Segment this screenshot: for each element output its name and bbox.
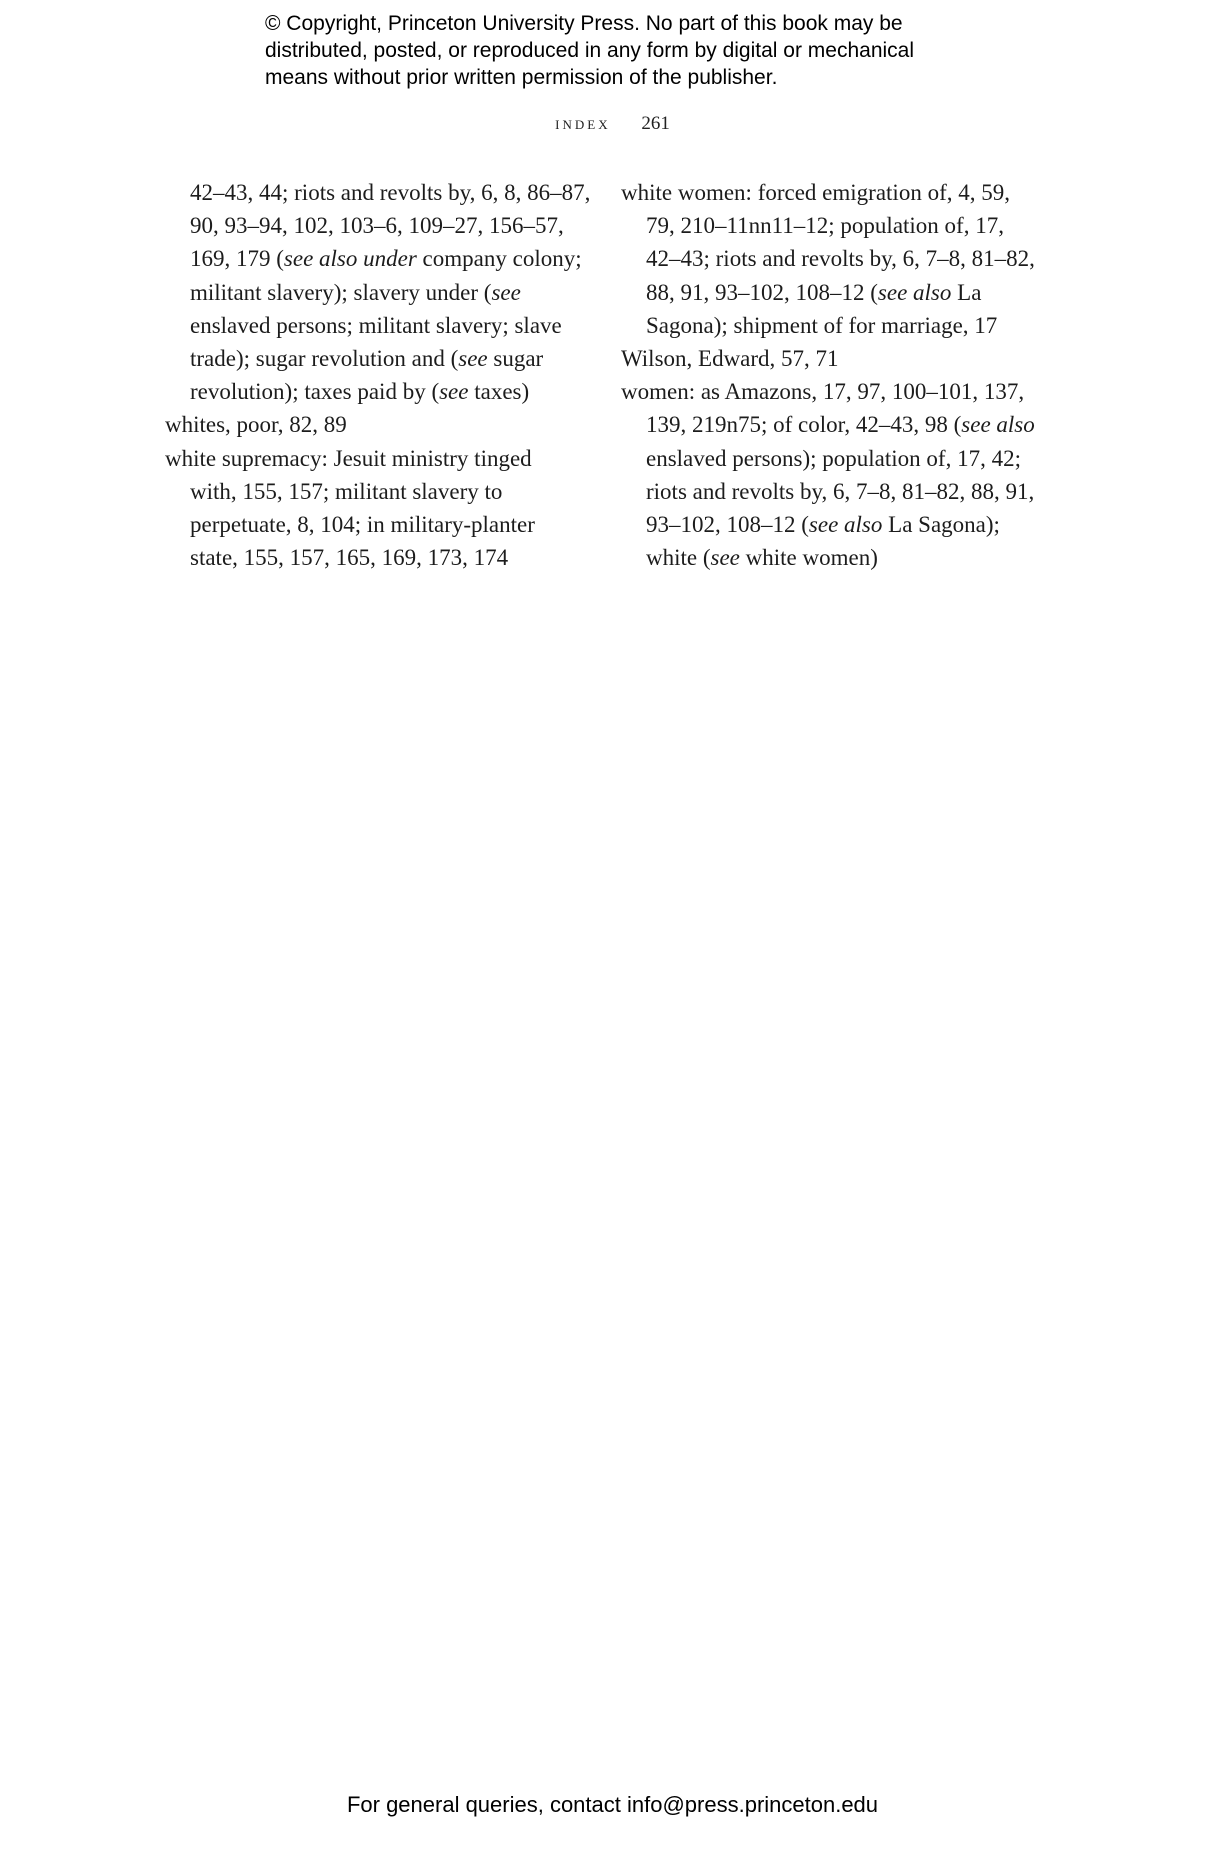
index-text: with, 155, 157; militant slavery to [190,478,503,504]
copyright-line: means without prior written permission of the publisher. [265,66,778,89]
index-column-right [621,176,1041,574]
copyright-line: © Copyright, Princeton University Press. No part of this book may be [265,12,903,35]
index-line [621,375,1041,408]
copyright-notice [265,10,1025,91]
index-text: 139, 219n75; of color, 42–43, 98 ( [646,412,962,438]
index-line [621,475,1041,508]
index-text: white ( [646,545,711,571]
index-text: sugar [487,346,544,372]
index-text: 93–102, 108–12 ( [646,512,809,538]
index-line [621,309,1041,342]
index-text: enslaved persons; militant slavery; slave [190,312,562,338]
index-cross-reference: see [458,346,488,372]
index-line [165,176,591,209]
index-text: 42–43; riots and revolts by, 6, 7–8, 81–82, [646,246,1035,272]
index-line [621,276,1041,309]
index-text: Sagona); shipment of for marriage, 17 [646,312,998,338]
index-text: La [951,279,982,305]
index-cross-reference: see also under [283,246,417,272]
running-head-title: index [555,113,611,134]
index-line [165,342,585,375]
index-line [621,442,1041,475]
index-text: whites, poor, 82, 89 [165,412,347,438]
index-line [165,541,585,574]
running-head [0,113,1225,135]
index-text: perpetuate, 8, 104; in military-planter [190,512,535,538]
index-text: taxes) [468,379,530,405]
index-text: white women: forced emigration of, 4, 59, [621,180,1010,205]
index-text: 90, 93–94, 102, 103–6, 109–27, 156–57, [190,213,564,239]
index-text: revolution); taxes paid by ( [190,379,440,405]
index-text: La Sagona); [882,512,1000,538]
index-cross-reference: see also [961,412,1035,438]
index-cross-reference: see also [877,279,952,305]
index-text: trade); sugar revolution and ( [190,346,459,372]
footer-contact: For general queries, contact info@press.princeton.edu [346,1792,879,1817]
index-text: Wilson, Edward, 57, 71 [621,346,839,372]
index-line [165,242,585,275]
index-text: 42–43, 44; riots and revolts by, 6, 8, 86–87, [190,180,591,205]
index-line [621,508,1041,541]
index-line [165,475,585,508]
index-line [165,508,585,541]
index-cross-reference: see [710,545,740,571]
index-text: state, 155, 157, 165, 169, 173, 174 [190,545,509,571]
index-line [621,541,1041,574]
index-text: white women) [739,545,878,571]
index-text: company colony; [416,246,582,272]
index-cross-reference: see [491,279,521,305]
index-text: women: as Amazons, 17, 97, 100–101, 137, [621,379,1025,405]
index-line [621,242,1041,275]
index-line [165,408,585,441]
index-text: militant slavery); slavery under ( [190,279,492,305]
index-text: white supremacy: Jesuit ministry tinged [165,445,532,471]
index-line [621,408,1041,441]
index-line [165,209,585,242]
index-line [165,309,585,342]
index-line [621,176,1041,209]
index-line [165,375,585,408]
index-line [621,209,1041,242]
index-line [621,342,1041,375]
copyright-line: distributed, posted, or reproduced in any form by digital or mechanical [265,39,915,62]
page-number: 261 [641,113,670,134]
index-text: 169, 179 ( [190,246,284,272]
index-cross-reference: see [439,379,469,405]
index-column-left [165,176,591,574]
index-text: 79, 210–11nn11–12; population of, 17, [646,213,1004,239]
index-cross-reference: see also [808,512,883,538]
index-line [165,442,585,475]
index-text: enslaved persons); population of, 17, 42; [646,445,1021,471]
index-text: riots and revolts by, 6, 7–8, 81–82, 88, 91, [646,478,1035,504]
index-line [165,276,585,309]
index-text: 88, 91, 93–102, 108–12 ( [646,279,878,305]
